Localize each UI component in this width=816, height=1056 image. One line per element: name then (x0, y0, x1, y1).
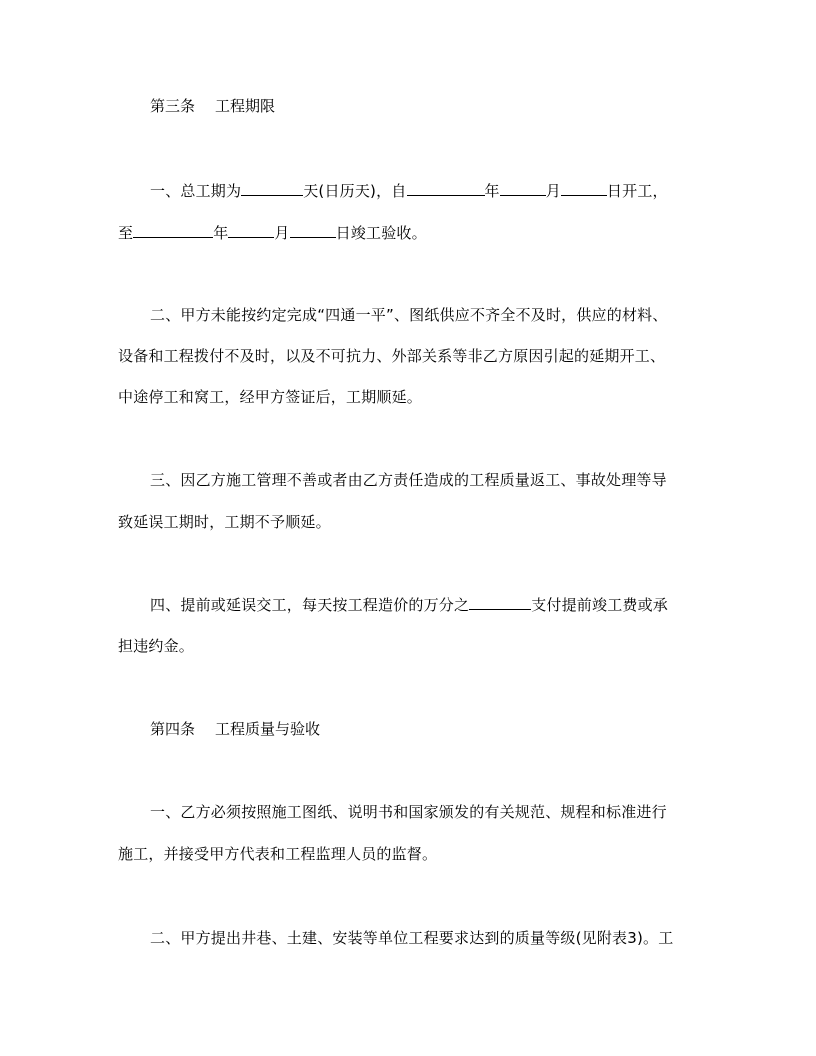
article3-heading (150, 96, 275, 116)
article3-clause1-line1: 一、总工期为 天(日历天)，自 年 月 日开工， (150, 182, 668, 200)
blank-field (500, 181, 546, 196)
article3-clause4-line1: 四、提前或延误交工，每天按工程造价的万分之 支付提前竣工费或承 (150, 596, 669, 614)
blank-field (290, 223, 336, 238)
article3-clause2-line2: 设备和工程拨付不及时，以及不可抗力、外部关系等非乙方原因引起的延期开工、 (118, 347, 666, 365)
article3-clause3-line1: 三、因乙方施工管理不善或者由乙方责任造成的工程质量返工、事故处理等导 (150, 471, 667, 489)
article4-clause2-line1: 二、甲方提出井巷、土建、安装等单位工程要求达到的质量等级(见附表3)。工 (150, 929, 674, 947)
article3-clause2-line3: 中途停工和窝工，经甲方签证后，工期顺延。 (118, 388, 423, 406)
blank-field (469, 595, 531, 610)
article3-clause3-line2: 致延误工期时，工期不予顺延。 (118, 513, 331, 531)
article4-clause1-line1: 一、乙方必须按照施工图纸、说明书和国家颁发的有关规范、规程和标准进行 (150, 803, 667, 821)
article3-title: 工程期限 (215, 97, 276, 115)
article3-clause4-line2: 担违约金。 (118, 637, 195, 655)
blank-field (133, 223, 213, 238)
article4-heading (150, 719, 320, 739)
article3-clause1-line2: 至 年 月 日竣工验收。 (118, 224, 427, 242)
article3-number: 第三条 (150, 97, 196, 115)
blank-field (407, 181, 485, 196)
article4-title: 工程质量与验收 (215, 720, 321, 738)
article4-clause1-line2: 施工，并接受甲方代表和工程监理人员的监督。 (118, 845, 438, 863)
article4-number: 第四条 (150, 720, 196, 738)
blank-field (561, 181, 607, 196)
article3-clause2-line1: 二、甲方未能按约定完成“四通一平”、图纸供应不齐全不及时，供应的材料、 (150, 306, 668, 324)
blank-field (241, 181, 303, 196)
blank-field (228, 223, 274, 238)
